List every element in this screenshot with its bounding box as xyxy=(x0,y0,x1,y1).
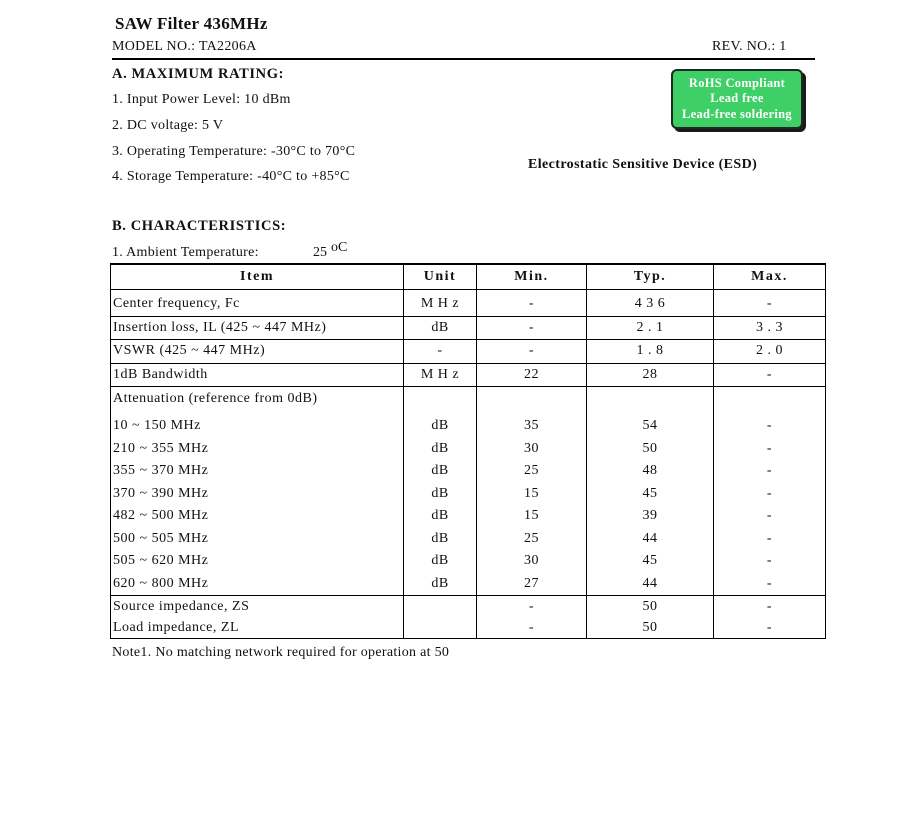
table-cell: 50 xyxy=(642,440,658,456)
table-cell: dB xyxy=(431,418,449,433)
table-cell: 25 xyxy=(524,530,539,546)
table-cell: - xyxy=(714,290,826,317)
impedance-units xyxy=(404,596,477,639)
table-cell: 45 xyxy=(642,485,658,501)
table-cell: 48 xyxy=(642,463,658,478)
table-cell: M H z xyxy=(404,363,477,387)
table-row xyxy=(111,363,826,387)
attenuation-units xyxy=(404,387,477,596)
attenuation-typ xyxy=(587,387,714,596)
table-cell: VSWR (425 ~ 447 MHz) xyxy=(111,340,404,364)
table-cell: - xyxy=(766,508,773,523)
attenuation-label: Attenuation (reference from 0dB) xyxy=(113,391,318,406)
ambient-value: 25 xyxy=(313,245,327,260)
rohs-badge xyxy=(671,69,803,129)
table-cell: - xyxy=(766,575,773,591)
table-cell: 45 xyxy=(642,553,658,568)
table-cell: - xyxy=(766,463,773,478)
table-cell: - xyxy=(766,440,773,456)
table-cell: 44 xyxy=(642,530,658,546)
table-cell: 30 xyxy=(524,440,539,456)
table-cell: - xyxy=(766,553,773,568)
table-cell: 39 xyxy=(642,508,658,523)
table-cell: - xyxy=(766,620,773,635)
table-cell: - xyxy=(528,599,535,614)
table-cell: dB xyxy=(431,508,449,523)
table-cell: 15 xyxy=(524,508,539,523)
rating-item: 1. Input Power Level: 10 dBm xyxy=(112,92,291,107)
table-row xyxy=(111,340,826,364)
table-cell: 28 xyxy=(587,363,714,387)
table-cell: - xyxy=(477,290,587,317)
table-cell: Insertion loss, IL (425 ~ 447 MHz) xyxy=(111,316,404,340)
table-cell: - xyxy=(477,340,587,364)
table-cell: 50 xyxy=(642,599,658,614)
rating-item: 3. Operating Temperature: -30°C to 70°C xyxy=(112,144,356,159)
footnote: Note1. No matching network required for operation at 50 xyxy=(112,645,450,660)
impedance-items xyxy=(111,596,404,639)
impedance-typ xyxy=(587,596,714,639)
column-header: Typ. xyxy=(587,264,714,290)
table-cell: - xyxy=(404,340,477,364)
table-cell: 3 . 3 xyxy=(714,316,826,340)
ambient-label: 1. Ambient Temperature: xyxy=(112,245,259,260)
table-cell: - xyxy=(766,485,773,501)
table-cell: dB xyxy=(431,463,449,478)
attenuation-max xyxy=(714,387,826,596)
table-cell: 25 xyxy=(524,463,539,478)
table-cell: 2 . 1 xyxy=(587,316,714,340)
column-header: Item xyxy=(111,264,404,290)
attenuation-min xyxy=(477,387,587,596)
table-cell xyxy=(404,596,476,617)
table-cell: 620 ~ 800 MHz xyxy=(113,575,209,591)
rating-item: 4. Storage Temperature: -40°C to +85°C xyxy=(112,169,350,184)
table-cell: Center frequency, Fc xyxy=(111,290,404,317)
table-cell: 27 xyxy=(524,575,539,591)
table-cell: dB xyxy=(431,575,449,591)
rohs-line: Lead-free soldering xyxy=(682,106,792,121)
rohs-line: RoHS Compliant xyxy=(688,75,786,90)
section-a-heading: A. MAXIMUM RATING: xyxy=(112,66,285,82)
table-cell: 210 ~ 355 MHz xyxy=(113,440,209,456)
table-cell: - xyxy=(477,316,587,340)
table-header-row xyxy=(111,264,826,290)
table-cell: M H z xyxy=(404,290,477,317)
table-cell: - xyxy=(766,599,773,614)
attenuation-items xyxy=(111,387,404,596)
revision-number: REV. NO.: 1 xyxy=(712,39,787,54)
column-header: Min. xyxy=(477,264,587,290)
table-cell: 370 ~ 390 MHz xyxy=(113,485,209,501)
table-cell: - xyxy=(766,530,773,546)
table-cell: 30 xyxy=(524,553,539,568)
table-cell: dB xyxy=(431,485,449,501)
ambient-unit: oC xyxy=(331,240,348,255)
table-cell: dB xyxy=(431,530,449,546)
column-header: Unit xyxy=(404,264,477,290)
table-cell: Load impedance, ZL xyxy=(113,620,240,635)
table-row xyxy=(111,316,826,340)
table-cell: 482 ~ 500 MHz xyxy=(113,508,209,523)
impedance-row xyxy=(111,596,826,639)
header-divider xyxy=(112,58,815,60)
table-cell: dB xyxy=(404,316,477,340)
table-cell: 44 xyxy=(642,575,658,591)
table-cell: 500 ~ 505 MHz xyxy=(113,530,209,546)
table-cell: 10 ~ 150 MHz xyxy=(113,418,201,433)
table-cell: Source impedance, ZS xyxy=(113,599,250,614)
rating-item: 2. DC voltage: 5 V xyxy=(112,118,224,133)
model-number: MODEL NO.: TA2206A xyxy=(112,39,257,54)
table-cell: 54 xyxy=(642,418,658,433)
table-row xyxy=(111,290,826,317)
table-cell: 4 3 6 xyxy=(587,290,714,317)
table-cell: dB xyxy=(431,440,449,456)
column-header: Max. xyxy=(714,264,826,290)
table-cell: 1dB Bandwidth xyxy=(111,363,404,387)
table-cell: 35 xyxy=(524,418,539,433)
table-cell: 505 ~ 620 MHz xyxy=(113,553,209,568)
table-cell: 22 xyxy=(477,363,587,387)
table-cell: - xyxy=(766,418,773,433)
table-cell: - xyxy=(528,620,535,635)
table-cell: 1 . 8 xyxy=(587,340,714,364)
attenuation-row xyxy=(111,387,826,596)
rohs-line: Lead free xyxy=(710,91,764,106)
page-title: SAW Filter 436MHz xyxy=(115,14,268,33)
table-cell: 50 xyxy=(642,620,658,635)
section-b-heading: B. CHARACTERISTICS: xyxy=(112,218,287,234)
impedance-max xyxy=(714,596,826,639)
table-cell xyxy=(404,617,476,638)
table-cell: - xyxy=(714,363,826,387)
characteristics-table xyxy=(110,263,826,639)
table-cell: 2 . 0 xyxy=(714,340,826,364)
table-cell: dB xyxy=(431,553,449,568)
table-cell: 15 xyxy=(524,485,539,501)
table-cell: 355 ~ 370 MHz xyxy=(113,463,209,478)
esd-notice: Electrostatic Sensitive Device (ESD) xyxy=(528,157,758,172)
impedance-min xyxy=(477,596,587,639)
